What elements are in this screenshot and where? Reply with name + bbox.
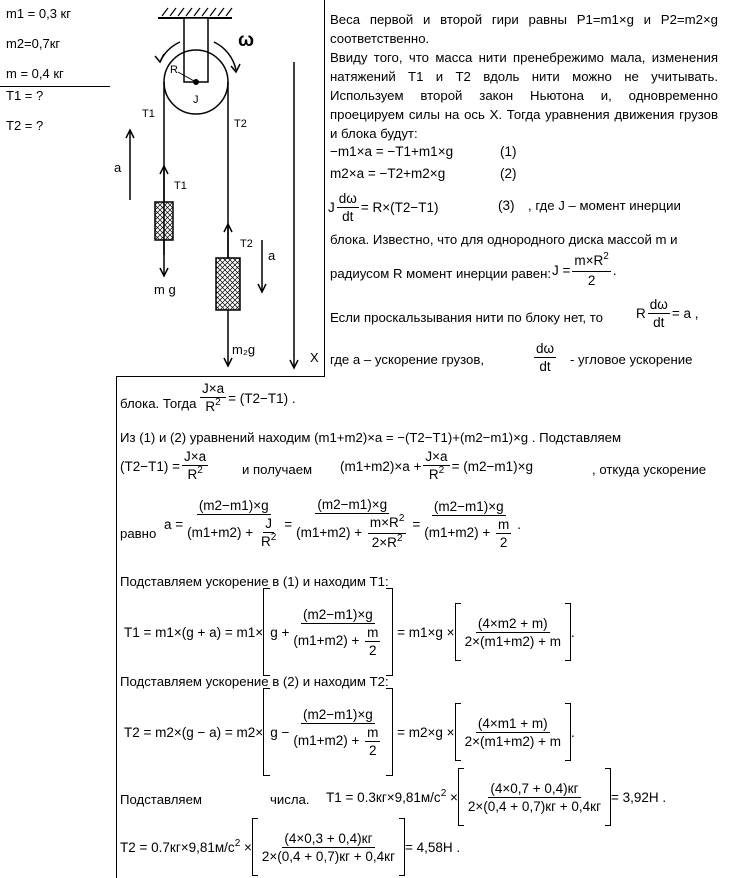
combined-formula: (m1+m2)×a + $\frac{J\times a}{R^2}$ = (m2−m1)×g xyxy=(340,449,533,482)
t2-load-label: T2 xyxy=(240,238,253,250)
no-slip-text: Если проскальзывания нити по блоку нет, то xyxy=(330,310,603,325)
t2-formula: T2 = m2×(g − a) = m2× g − (m2−m1)×g (m1+m2) + $\frac{m}{2}$ = m2×g × $\frac{(4\times m1 + m)}{2\times(m1+m2) + m}$ . xyxy=(124,688,575,776)
numbers-text: числа. xyxy=(270,792,310,807)
equation-1-number: (1) xyxy=(500,144,517,159)
find-T1: T1 = ? xyxy=(6,88,44,103)
given-m: m = 0,4 кг xyxy=(6,66,64,81)
given-m2: m2=0,7кг xyxy=(6,36,61,51)
m1g-label: m g xyxy=(154,282,176,297)
angular-accel-text: - угловое ускорение xyxy=(570,352,693,367)
t1-step-text: Подставляем ускорение в (1) и находим T1: xyxy=(120,574,389,589)
equation-2: m2×a = −T2+m2×g xyxy=(330,166,446,181)
no-slip-formula: R $\frac{d\omega}{dt}$ = a , xyxy=(636,297,699,330)
equation-1: −m1×a = −T1+m1×g xyxy=(330,144,454,159)
then-text: блока. Тогда xyxy=(120,396,197,411)
t2-result: = 4,58Н . xyxy=(405,839,461,855)
t1-result: = 3,92Н . xyxy=(611,789,667,805)
obtain-text: и получаем xyxy=(242,462,313,477)
radius-label: R xyxy=(170,64,178,76)
pulley-diagram xyxy=(0,0,330,380)
m2g-label: m₂g xyxy=(232,342,256,357)
substitution-formula: (T2−T1) = $\frac{J\times a}{R^2}$ xyxy=(120,449,207,482)
equation-3-number: (3) xyxy=(498,198,515,213)
torque-relation-formula: $\frac{J\times a}{R^2}$ = (T2−T1) . xyxy=(202,381,296,414)
combine-equations-text: Из (1) и (2) уравнений находим (m1+m2)×a = −(T2−T1)+(m2−m1)×g . Подставляем xyxy=(120,430,622,445)
accel-left-label: a xyxy=(114,160,122,175)
right-column-border xyxy=(324,0,325,376)
t1-top-label: T1 xyxy=(142,108,155,120)
t1-formula: T1 = m1×(g + a) = m1× g + (m2−m1)×g (m1+m2) + $\frac{m}{2}$ = m1×g × $\frac{(4\times m2 + m)}{2\times(m1+m2) + m}$ . xyxy=(124,588,575,676)
weights-paragraph: Веса первой и второй гири равны P1=m1×g и P2=m2×g соответственно. xyxy=(330,12,718,46)
equation-3-tail: , где J – момент инерции xyxy=(528,198,681,213)
equals-text: равно xyxy=(120,526,157,541)
inertia-label: J xyxy=(193,94,199,106)
substitute-text: Подставляем xyxy=(120,792,202,807)
equation-2-number: (2) xyxy=(500,166,517,181)
newton-paragraph: Ввиду того, что масса нити пренебрежимо мала, изменения натяжений T1 и T2 вдоль нити можно не учитывать. Используем второй закон Ньютона и, одновременно проецируем силы на ось X. Тогда уравнения движения грузов и блока будут: xyxy=(330,50,718,141)
t2-top-label: T2 xyxy=(234,118,247,130)
solution-left-border xyxy=(116,376,117,878)
accel-definition-text: где a – ускорение грузов, xyxy=(330,352,485,367)
disk-paragraph: блока. Известно, что для однородного диска массой m и xyxy=(330,232,678,247)
t2-step-text: Подставляем ускорение в (2) и находим T2: xyxy=(120,674,389,689)
inertia-formula: J = $\frac{m\times R^2}{2}$ . xyxy=(552,251,617,288)
t2-numeric-formula: $T2 = 0.7кг\times 9,81м/с^2$ × $\frac{(4\times 0,3 + 0,4)кг}{2\times(0,4 + 0,7)кг + 0,4кг}$ = 4,58Н . xyxy=(120,818,460,876)
whence-text: , откуда ускорение xyxy=(592,462,707,477)
x-axis-label: X xyxy=(310,350,319,365)
inertia-text: радиусом R момент инерции равен: xyxy=(330,266,552,281)
omega-label: ω xyxy=(238,30,255,51)
find-T2: T2 = ? xyxy=(6,118,44,133)
t1-load-label: T1 xyxy=(174,180,187,192)
given-m1: m1 = 0,3 кг xyxy=(6,6,71,21)
solution-top-border xyxy=(116,376,325,377)
t1-numeric-formula: $T1 = 0.3кг\times 9,81м/с^2$ × $\frac{(4\times 0,7 + 0,4)кг}{2\times(0,4 + 0,7)кг + 0,4кг}$ = 3,92Н . xyxy=(326,768,666,826)
acceleration-formula: a = (m2−m1)×g (m1+m2) + $\frac{J}{R^2}$ = (m2−m1)×g (m1+m2) + $\frac{m\times R^2}{2\times R^2}$ = (m2−m1)×g (m1+m2) + $\frac{m}{2}$ . xyxy=(164,497,522,550)
angular-accel-formula: $\frac{d\omega}{dt}$ xyxy=(536,341,555,374)
accel-right-label: a xyxy=(268,248,276,263)
equation-3: J $\frac{d\omega}{dt}$ = R×(T2−T1) xyxy=(328,191,439,224)
